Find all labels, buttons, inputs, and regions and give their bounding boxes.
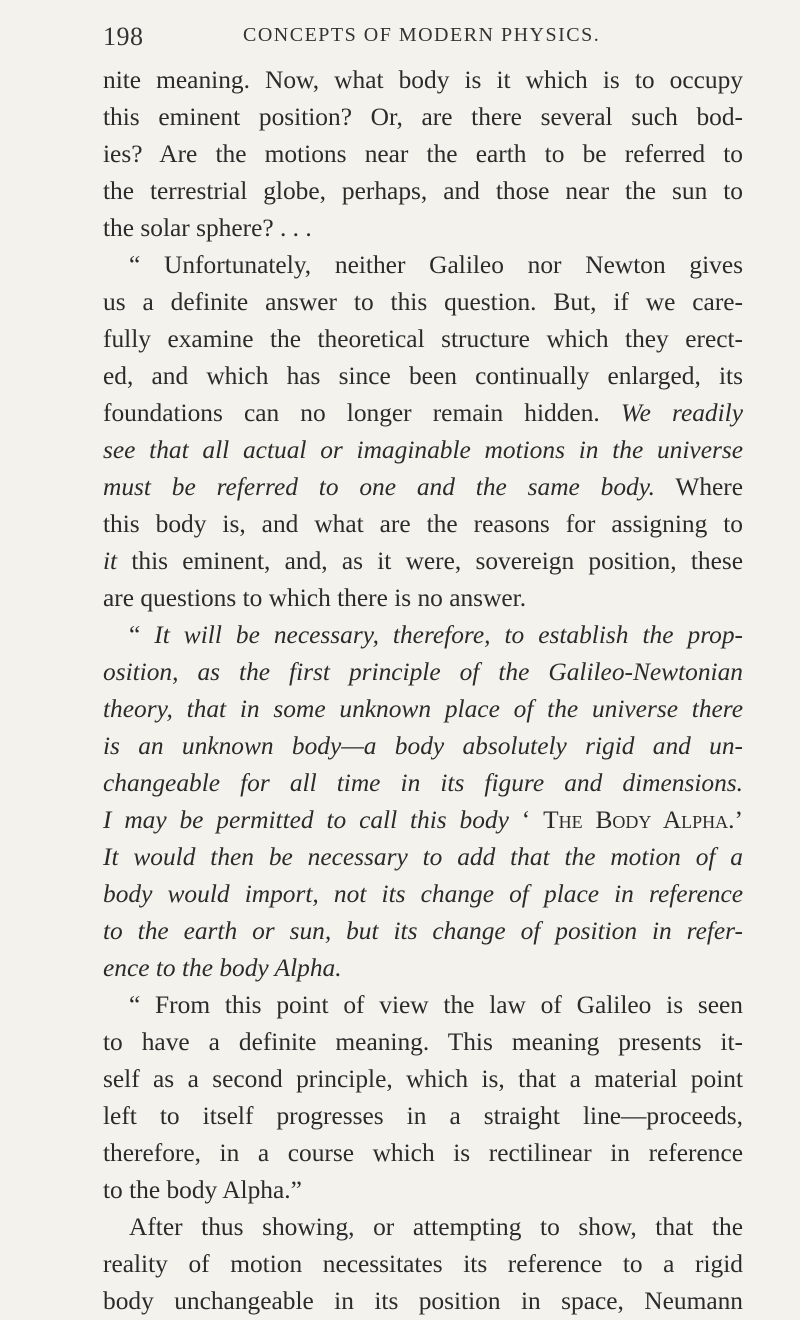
text-span: to have a definite meaning. This meaning presents it- (103, 1028, 743, 1056)
text-line (103, 691, 743, 728)
italic-text: It would then be necessary to add that the motion of a (103, 843, 743, 871)
text-line (103, 543, 743, 580)
text-span: reality of motion necessitates its reference to a rigid (103, 1250, 743, 1278)
text-span: nite meaning. Now, what body is it which is to occupy (103, 66, 743, 94)
text-line (103, 284, 743, 321)
text-span: self as a second principle, which is, that a material point (103, 1065, 743, 1093)
text-line (103, 247, 743, 284)
italic-text: I may be permitted to call this body (103, 806, 509, 834)
italic-text: see that all actual or imaginable motions in the universe (103, 436, 743, 464)
page-header (103, 16, 743, 56)
text-line (103, 728, 743, 765)
text-line (103, 987, 743, 1024)
text-line (103, 617, 743, 654)
text-line (103, 876, 743, 913)
text-span: left to itself progresses in a straight line—proceeds, (103, 1102, 743, 1130)
italic-text: it (103, 547, 118, 575)
text-line (103, 1209, 743, 1246)
text-span: Where (654, 473, 744, 501)
text-line (103, 506, 743, 543)
text-span: this eminent position? Or, are there several such bod- (103, 103, 743, 131)
text-line (103, 99, 743, 136)
text-line (103, 173, 743, 210)
text-line (103, 1098, 743, 1135)
text-span: “ Unfortunately, neither Galileo nor Newton gives (129, 251, 743, 279)
text-line (103, 210, 743, 247)
text-line (103, 1061, 743, 1098)
italic-text: must be referred to one and the same body. (103, 473, 655, 501)
text-line (103, 321, 743, 358)
text-span: fully examine the theoretical structure which they erect- (103, 325, 743, 353)
text-span: “ From this point of view the law of Galileo is seen (129, 991, 743, 1019)
text-line (103, 1024, 743, 1061)
italic-text: osition, as the first principle of the Galileo-Newtonian (103, 658, 743, 686)
text-span: body unchangeable in its position in space, Neumann (103, 1287, 743, 1315)
italic-text: body would import, not its change of place in reference (103, 880, 743, 908)
text-line (103, 432, 743, 469)
text-line (103, 62, 743, 99)
text-span: the terrestrial globe, perhaps, and those near the sun to (103, 177, 743, 205)
text-span: foundations can no longer remain hidden. (103, 399, 621, 427)
text-span: this eminent, and, as it were, sovereign position, these (117, 547, 743, 575)
italic-text: We readily (620, 399, 743, 427)
text-line (103, 1135, 743, 1172)
page-number: 198 (103, 22, 144, 51)
text-line (103, 839, 743, 876)
text-line (103, 395, 743, 432)
italic-text: ence to the body Alpha. (103, 954, 342, 982)
text-span: “ (129, 621, 155, 649)
italic-text: It will be necessary, therefore, to establish the prop- (154, 621, 743, 649)
text-span: After thus showing, or attempting to show, that the (129, 1213, 743, 1241)
text-line (103, 1246, 743, 1283)
text-line (103, 580, 743, 617)
running-head: CONCEPTS OF MODERN PHYSICS. (243, 24, 601, 46)
text-line (103, 654, 743, 691)
italic-text: to the earth or sun, but its change of position in refer- (103, 917, 743, 945)
text-line (103, 913, 743, 950)
italic-text: is an unknown body—a body absolutely rigid and un- (103, 732, 743, 760)
text-span: us a definite answer to this question. But, if we care- (103, 288, 743, 316)
small-caps-text: The Body Alpha (543, 806, 729, 834)
text-span: the solar sphere? . . . (103, 214, 312, 242)
text-span: .’ (728, 806, 743, 834)
text-line (103, 469, 743, 506)
text-line (103, 950, 743, 987)
text-span: ‘ (508, 806, 544, 834)
text-span: to the body Alpha.” (103, 1176, 302, 1204)
text-span: this body is, and what are the reasons for assigning to (103, 510, 743, 538)
text-span: are questions to which there is no answer. (103, 584, 527, 612)
italic-text: theory, that in some unknown place of the universe there (103, 695, 743, 723)
text-span: ed, and which has since been continually enlarged, its (103, 362, 743, 390)
text-line (103, 1172, 743, 1209)
italic-text: changeable for all time in its figure and dimensions. (103, 769, 743, 797)
text-span: ies? Are the motions near the earth to be referred to (103, 140, 743, 168)
text-line (103, 802, 743, 839)
body-text (103, 62, 743, 1320)
text-line (103, 136, 743, 173)
text-line (103, 358, 743, 395)
text-line (103, 765, 743, 802)
text-span: therefore, in a course which is rectilinear in reference (103, 1139, 743, 1167)
text-line (103, 1283, 743, 1320)
